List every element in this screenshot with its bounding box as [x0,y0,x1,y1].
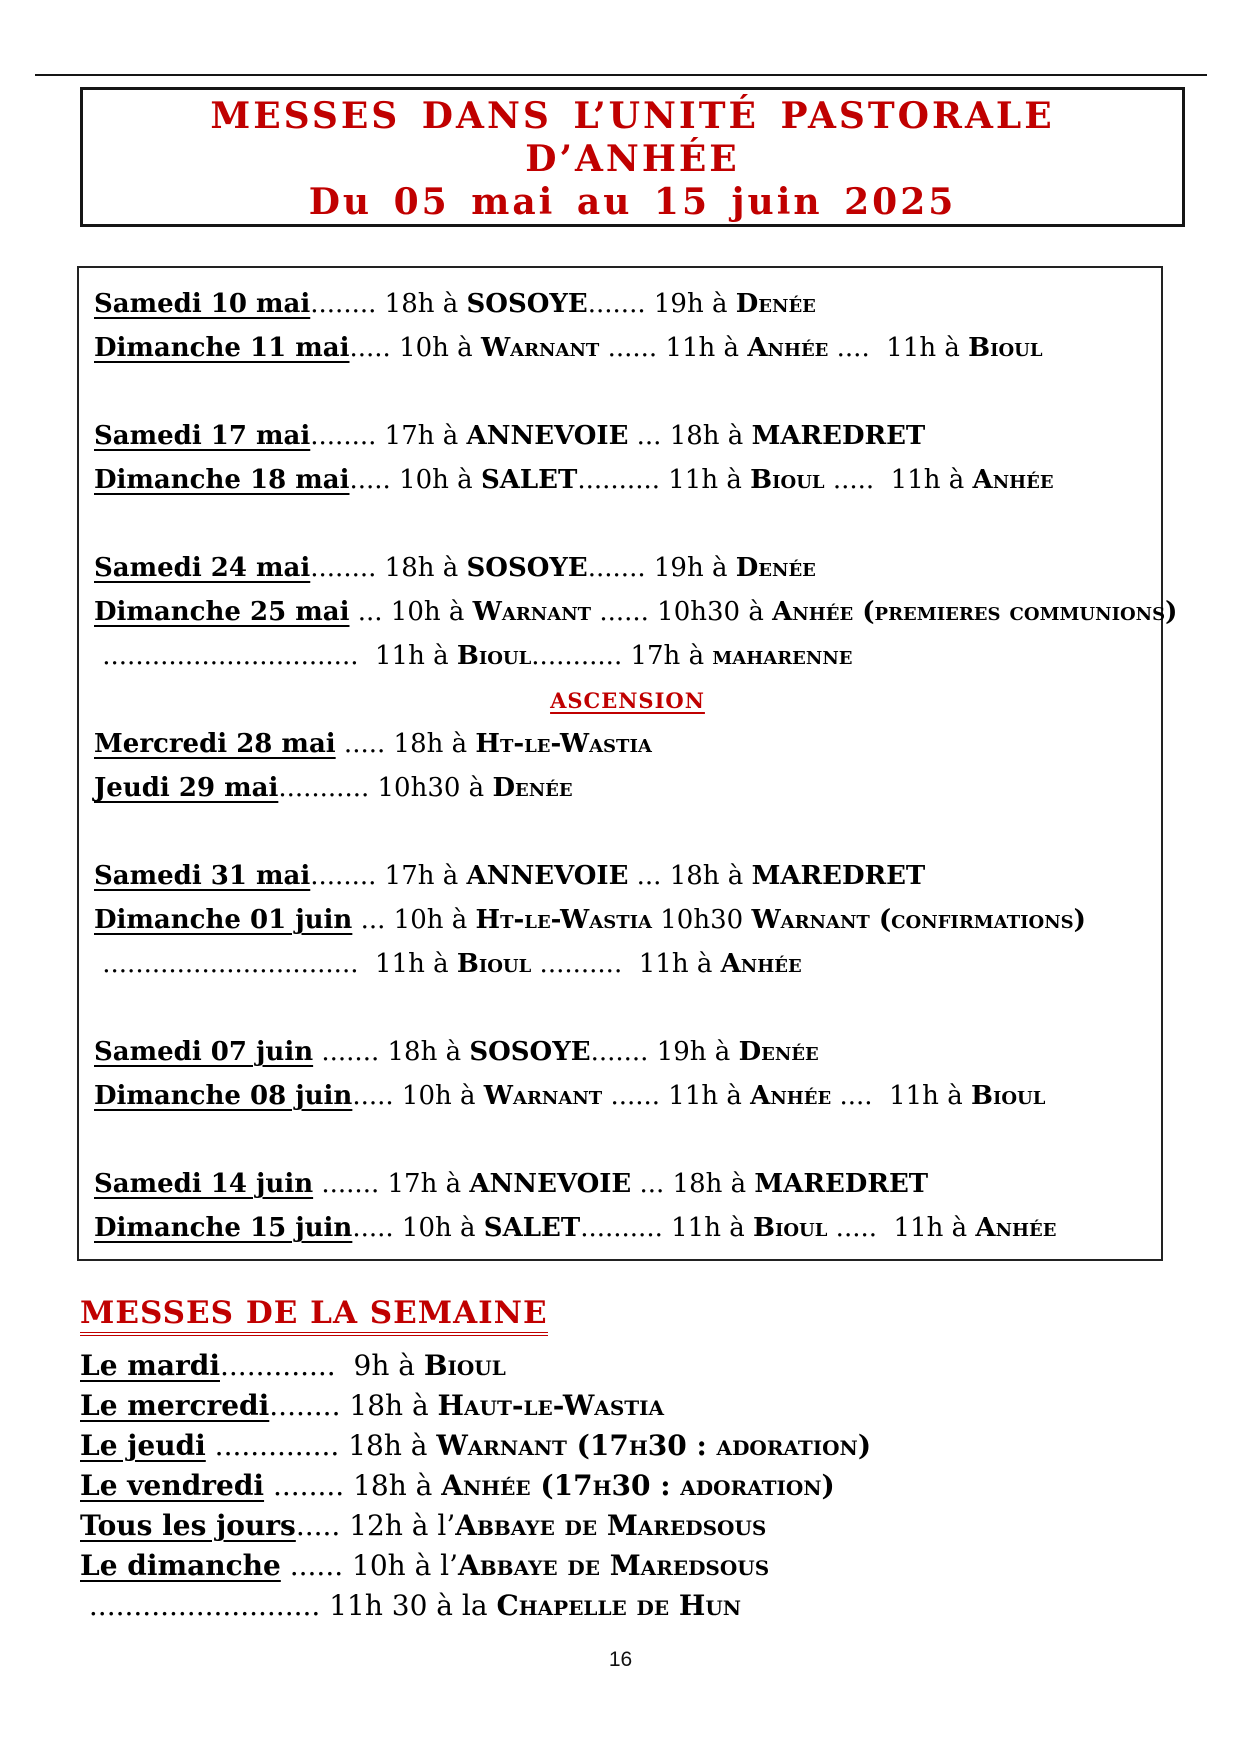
week-line [80,1346,1160,1386]
place-name: Anhée [972,465,1054,495]
top-rule [35,74,1207,76]
time-text: ..... 12h à l’ [295,1509,456,1542]
place-name: MAREDRET [754,1169,929,1199]
week-heading: MESSES DE LA SEMAINE [80,1295,548,1336]
day-label: Le jeudi [80,1429,206,1462]
place-name: Denée [492,773,573,803]
time-text: ..... 11h à [827,1213,976,1243]
place-name: Denée [735,289,816,319]
day-label: Samedi 10 mai [94,289,311,319]
day-label: Tous les jours [80,1509,296,1542]
schedule-line [94,766,1161,810]
time-text: ... 18h à [628,861,752,891]
time-text: ....... 19h à [587,289,736,319]
time-text: ............................... 11h à [94,949,457,979]
time-text: ........... 17h à [531,641,713,671]
day-label: Samedi 24 mai [94,553,311,583]
schedule-rows [94,282,1178,1250]
place-name: Anhée (17h30 : adoration) [441,1469,835,1502]
time-text: .... 11h à [828,333,969,363]
schedule-line [94,1074,1161,1118]
place-name: SOSOYE [466,553,588,583]
day-label: Dimanche 15 juin [94,1213,353,1243]
ascension-label: ASCENSION [550,688,705,713]
week-line [80,1386,1160,1426]
time-text: ........ 18h à [310,289,467,319]
place-name: Denée [735,553,816,583]
time-text: ...... 11h à [602,1081,751,1111]
place-name: Anhée [750,1081,832,1111]
title-line-3: Du 05 mai au 15 juin 2025 [308,181,957,223]
place-name: Chapelle de Hun [496,1589,742,1622]
day-label: Dimanche 25 mai [94,597,350,627]
day-label: Dimanche 01 juin [94,905,353,935]
time-text: ........ 18h à [310,553,467,583]
place-name: Haut-le-Wastia [437,1389,665,1422]
place-name: MAREDRET [751,861,926,891]
title-box [80,87,1185,227]
schedule-line [94,458,1161,502]
time-text: ..... 18h à [335,729,476,759]
time-text: 10h30 [651,905,752,935]
time-text: .......... 11h à [531,949,721,979]
schedule-line [94,590,1178,634]
time-text: .......... 11h à [577,465,751,495]
schedule-box [77,266,1178,1261]
schedule-line [94,282,1161,326]
schedule-line [94,898,1161,942]
time-text: ....... 17h à [313,1169,470,1199]
place-name: Anhée [747,333,829,363]
schedule-line [94,546,1161,590]
time-text: ........ 18h à [264,1469,442,1502]
day-label: Dimanche 11 mai [94,333,350,363]
blank-row [94,502,1161,546]
place-name: Bioul [456,641,532,671]
place-name: SOSOYE [469,1037,591,1067]
place-name: Bioul [750,465,825,495]
blank-row [94,986,1161,1030]
time-text: ... 10h à [349,597,473,627]
time-text: ..... 10h à [349,465,481,495]
title-line-1: MESSES DANS L’UNITÉ PASTORALE [210,95,1055,137]
place-name: Bioul [968,333,1043,363]
week-line [80,1586,1160,1626]
time-text: .......... 11h à [580,1213,753,1243]
place-name: Warnant [483,1081,603,1111]
day-label: Samedi 31 mai [94,861,311,891]
place-name: Warnant [472,597,592,627]
week-line [80,1506,1160,1546]
time-text: ........... 10h30 à [278,773,493,803]
schedule-line [94,1162,1161,1206]
place-name: Warnant (17h30 : adoration) [436,1429,872,1462]
time-text: ... 18h à [631,1169,755,1199]
day-label: Dimanche 08 juin [94,1081,353,1111]
day-label: Le mardi [80,1349,220,1382]
place-name: Denée [738,1037,819,1067]
time-text: .............. 18h à [205,1429,437,1462]
day-label: Mercredi 28 mai [94,729,336,759]
place-name: MAREDRET [751,421,926,451]
time-text: ... 10h à [352,905,476,935]
time-text: ....... 18h à [313,1037,470,1067]
time-text: ... 18h à [628,421,752,451]
time-text: ..... 10h à [349,333,481,363]
place-name: ANNEVOIE [466,421,629,451]
place-name: Warnant (confirmations) [751,905,1086,935]
place-name: SALET [483,1213,581,1243]
place-name: Bioul [752,1213,828,1243]
day-label: Samedi 07 juin [94,1037,314,1067]
place-name: Anhée (premieres communions) [772,597,1178,627]
place-name: Ht-le-Wastia [475,905,652,935]
time-text: ........ 18h à [269,1389,438,1422]
place-name: ANNEVOIE [466,861,629,891]
time-text: .......................... 11h 30 à la [80,1589,497,1622]
week-line [80,1426,1160,1466]
place-name: Bioul [423,1349,506,1382]
time-text: ...... 10h30 à [591,597,773,627]
time-text: ...... 10h à l’ [280,1549,459,1582]
time-text: ....... 19h à [587,553,736,583]
time-text: ........ 17h à [310,861,467,891]
time-text: ........ 17h à [310,421,467,451]
place-name: Bioul [970,1081,1046,1111]
day-label: Le mercredi [80,1389,270,1422]
schedule-line [94,854,1161,898]
schedule-line [94,414,1161,458]
blank-row [94,370,1161,414]
blank-row [94,1118,1161,1162]
time-text: ....... 19h à [590,1037,739,1067]
schedule-line [94,722,1161,766]
time-text: ............................... 11h à [94,641,457,671]
title-line-2: D’ANHÉE [525,138,740,180]
place-name: maharenne [712,641,853,671]
time-text: .... 11h à [831,1081,971,1111]
day-label: Le vendredi [80,1469,265,1502]
blank-row [94,810,1161,854]
schedule-line [94,634,1161,678]
page-number: 16 [608,1648,633,1671]
schedule-line [94,1030,1161,1074]
time-text: ..... 11h à [824,465,973,495]
place-name: Abbaye de Maredsous [458,1549,770,1582]
time-text: ..... 10h à [352,1213,484,1243]
week-line [80,1546,1160,1586]
day-label: Samedi 14 juin [94,1169,314,1199]
place-name: Ht-le-Wastia [475,729,652,759]
place-name: Anhée [720,949,802,979]
place-name: Abbaye de Maredsous [455,1509,767,1542]
schedule-line [94,326,1161,370]
place-name: Warnant [480,333,600,363]
schedule-feast-heading-row [94,678,1161,722]
time-text: ..... 10h à [352,1081,484,1111]
place-name: Anhée [975,1213,1057,1243]
day-label: Le dimanche [80,1549,281,1582]
time-text: ...... 11h à [599,333,748,363]
time-text: ............. 9h à [220,1349,424,1382]
schedule-line [94,1206,1161,1250]
day-label: Jeudi 29 mai [94,773,279,803]
place-name: ANNEVOIE [469,1169,632,1199]
place-name: SOSOYE [466,289,588,319]
week-section [80,1295,1160,1626]
place-name: SALET [480,465,578,495]
week-line [80,1466,1160,1506]
week-rows [80,1346,1160,1626]
schedule-line [94,942,1161,986]
place-name: Bioul [456,949,532,979]
day-label: Samedi 17 mai [94,421,311,451]
day-label: Dimanche 18 mai [94,465,350,495]
